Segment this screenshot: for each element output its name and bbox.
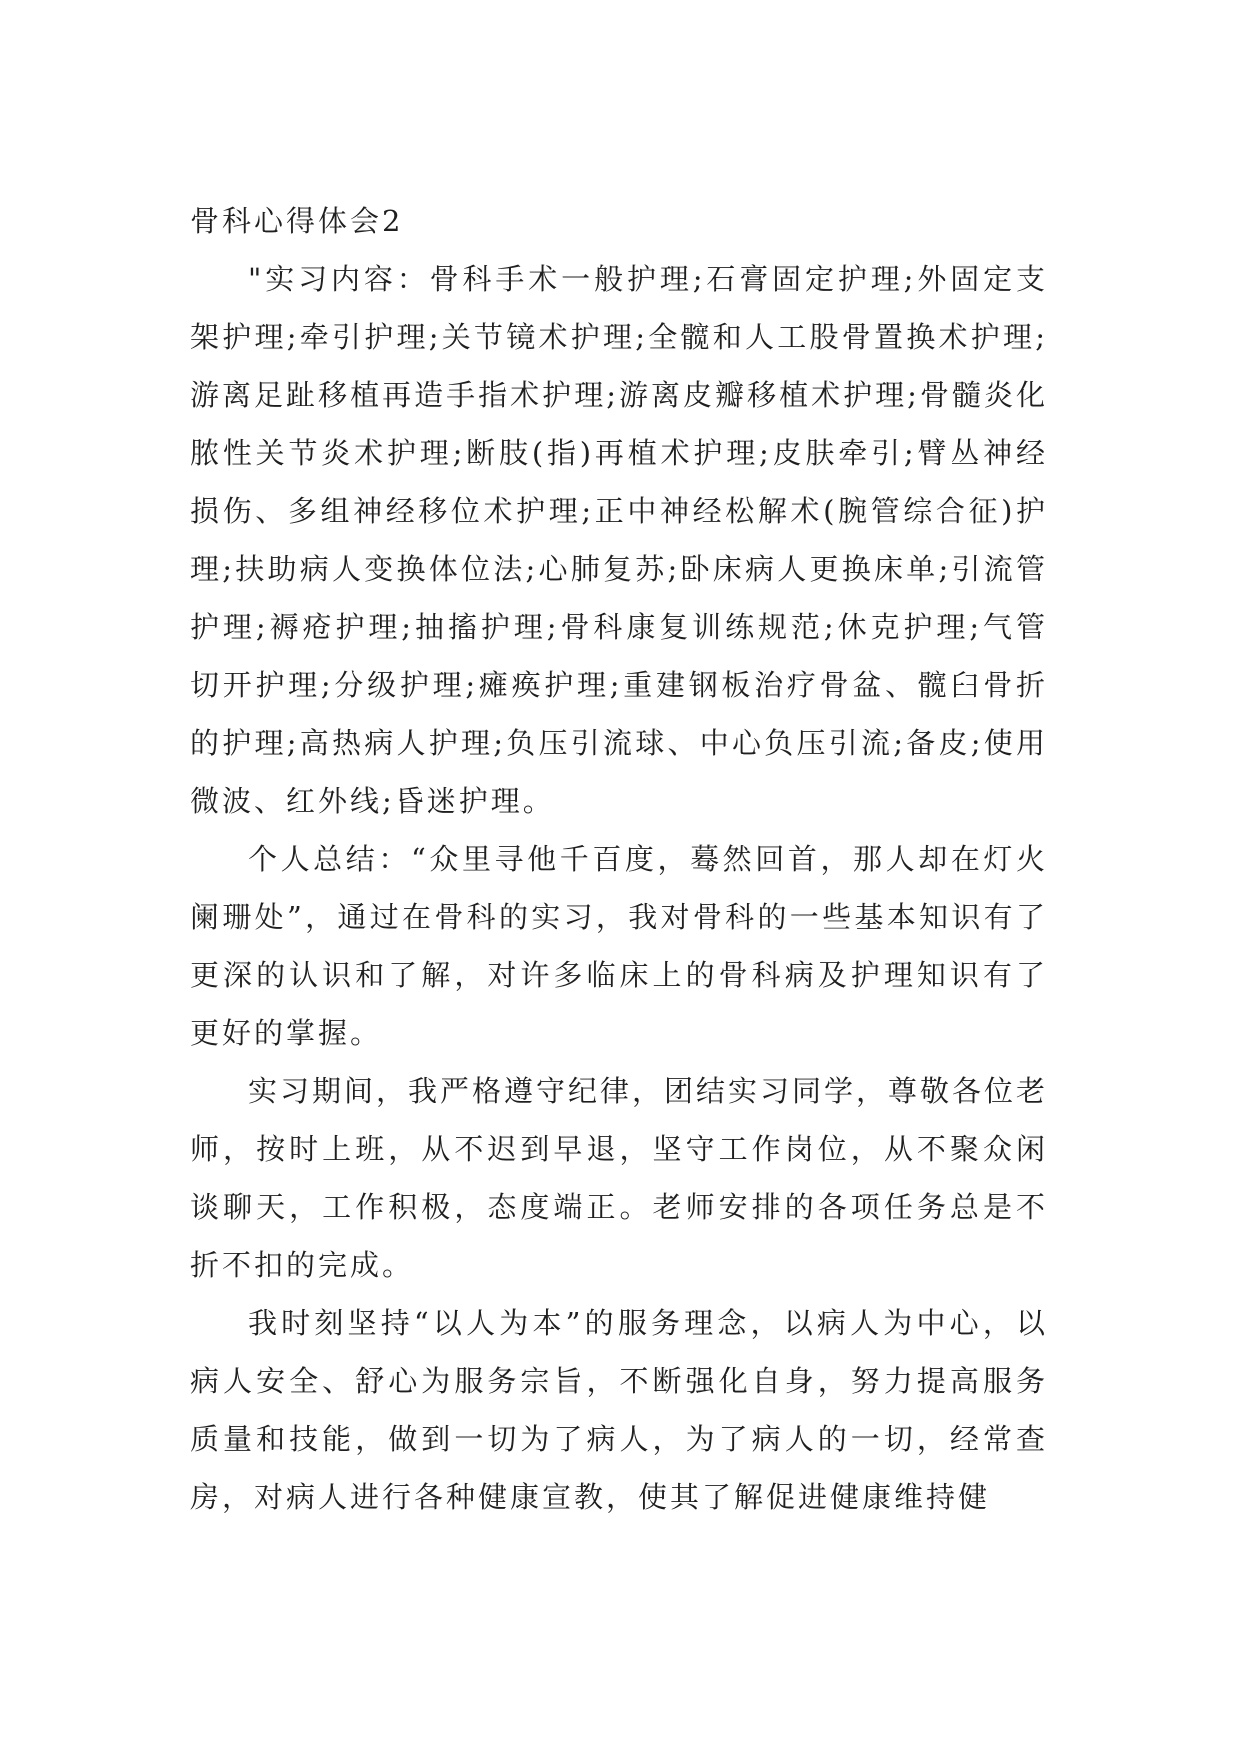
paragraph-service-philosophy: 我时刻坚持“以人为本”的服务理念，以病人为中心，以病人安全、舒心为服务宗旨，不断强化自身，努力提高服务质量和技能，做到一切为了病人，为了病人的一切，经常查房，对病人进行各种健康宣教，使其了解促进健康维持健 <box>190 1306 1048 1514</box>
document-body <box>190 192 1048 1526</box>
document-title: 骨科心得体会2 <box>190 204 404 238</box>
paragraph-internship-content: "实习内容：骨科手术一般护理;石膏固定护理;外固定支架护理;牵引护理;关节镜术护理;全髋和人工股骨置换术护理;游离足趾移植再造手指术护理;游离皮瓣移植术护理;骨髓炎化脓性关节炎术护理;断肢(指)再植术护理;皮肤牵引;臂丛神经损伤、多组神经移位术护理;正中神经松解术(腕管综合征)护理;扶助病人变换体位法;心肺复苏;卧床病人更换床单;引流管护理;褥疮护理;抽搐护理;骨科康复训练规范;休克护理;气管切开护理;分级护理;瘫痪护理;重建钢板治疗骨盆、髋臼骨折的护理;高热病人护理;负压引流球、中心负压引流;备皮;使用微波、红外线;昏迷护理。 <box>190 262 1048 818</box>
paragraph-internship-conduct: 实习期间，我严格遵守纪律，团结实习同学，尊敬各位老师，按时上班，从不迟到早退，坚守工作岗位，从不聚众闲谈聊天，工作积极，态度端正。老师安排的各项任务总是不折不扣的完成。 <box>190 1074 1049 1282</box>
paragraph-personal-summary: 个人总结：“众里寻他千百度，蓦然回首，那人却在灯火阑珊处”，通过在骨科的实习，我对骨科的一些基本知识有了更深的认识和了解，对许多临床上的骨科病及护理知识有了更好的掌握。 <box>190 842 1048 1050</box>
